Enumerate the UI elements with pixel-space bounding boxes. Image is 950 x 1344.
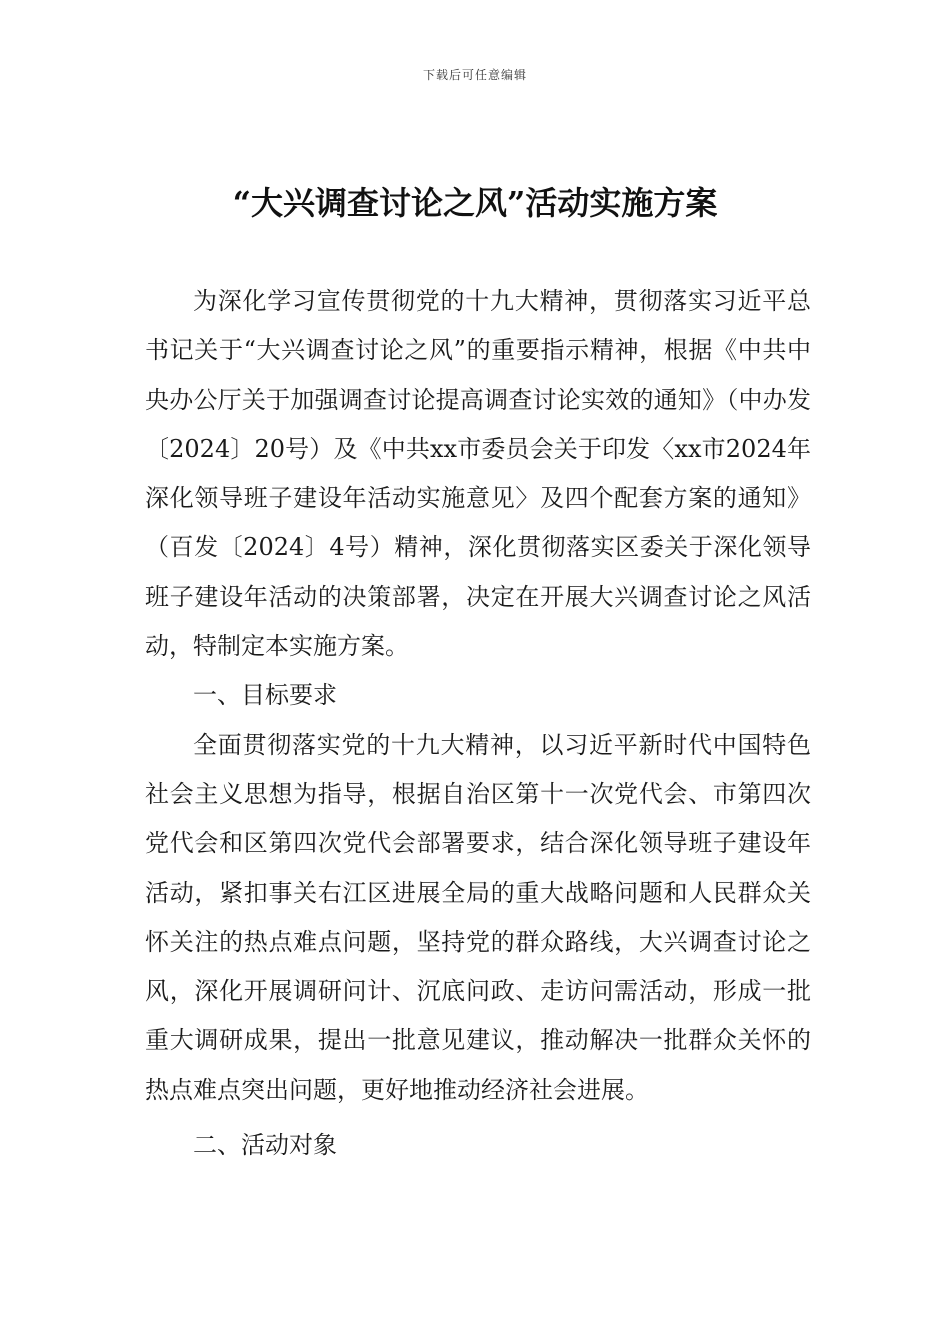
header-note: 下载后可任意编辑 (422, 68, 527, 82)
section-heading-goals: 一、目标要求 (193, 681, 337, 710)
intro-paragraph: 为深化学习宣传贯彻党的十九大精神，贯彻落实习近平总书记关于“大兴调查讨论之风”的重要指示精神，根据《中共中央办公厅关于加强调查讨论提高调查讨论实效的通知》（中办发〔2024〕20号）及《中共xx市委员会关于印发〈xx市2024年深化领导班子建设年活动实施意见〉及四个配套方案的通知》（百发〔2024〕4号）精神，深化贯彻落实区委关于深化领导班子建设年活动的决策部署，决定在开展大兴调查讨论之风活动，特制定本实施方案。 (145, 287, 811, 661)
section-heading-targets: 二、活动对象 (193, 1131, 337, 1160)
document-title: “大兴调查讨论之风”活动实施方案 (232, 184, 718, 222)
document-body (145, 277, 811, 1170)
goals-paragraph: 全面贯彻落实党的十九大精神，以习近平新时代中国特色社会主义思想为指导，根据自治区第十一次党代会、市第四次党代会和区第四次党代会部署要求，结合深化领导班子建设年活动，紧扣事关右江区进展全局的重大战略问题和人民群众关怀关注的热点难点问题，坚持党的群众路线，大兴调查讨论之风，深化开展调研问计、沉底问政、走访问需活动，形成一批重大调研成果，提出一批意见建议，推动解决一批群众关怀的热点难点突出问题，更好地推动经济社会进展。 (145, 730, 811, 1104)
